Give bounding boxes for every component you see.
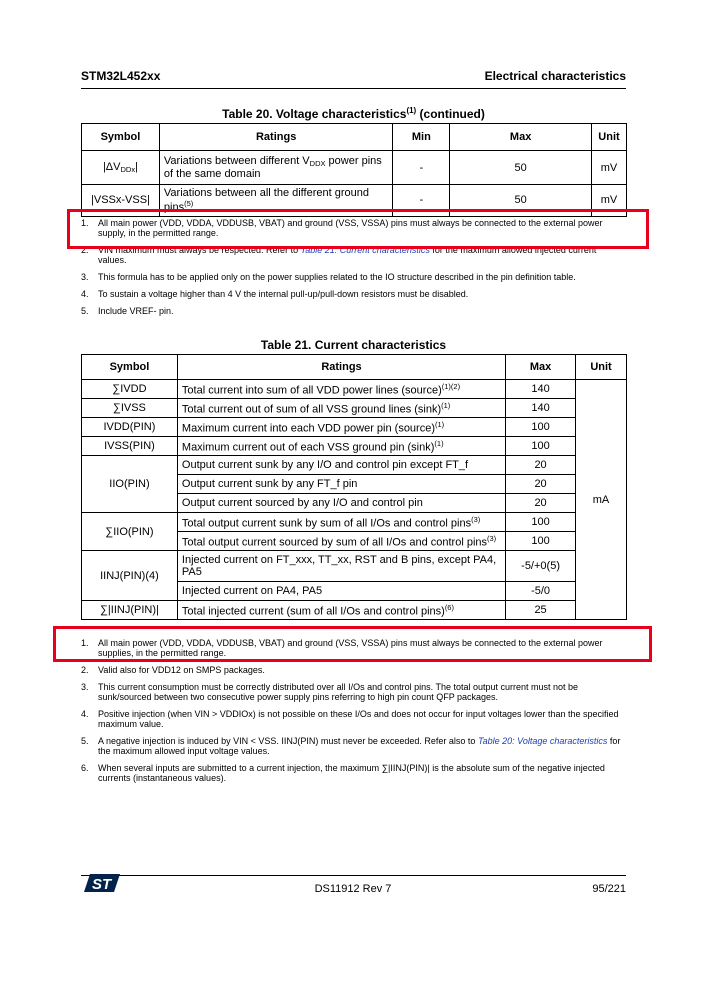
ratings-cell: Maximum current out of each VSS ground pin $(\sin k)^{(1)}$: [177, 437, 505, 456]
table21-col-ratings: Ratings: [177, 355, 505, 380]
list-item: 2. VIN maximum must always be respected. Refer to Table 21: Current characteristics for the maximum allowed injected current values.: [81, 245, 597, 265]
table20-min-cell: -: [393, 185, 450, 217]
list-item: 3. This current consumption must be correctly distributed over all I/Os and control pins. The total output current must not be sunk/sourced between two consecutive power supply pins referring to high pin count QFP packages.: [81, 682, 579, 702]
table-row: [82, 456, 627, 475]
symbol-cell: ∑|IINJ(PIN)|: [82, 601, 178, 620]
table-row: [82, 551, 627, 582]
max-cell: 140: [506, 380, 576, 399]
ratings-cell: Injected current on FT_xxx, TT_xx, RST and B pins, except PA4, PA5: [177, 551, 505, 582]
table-row: [82, 513, 627, 532]
header-rule: [81, 88, 626, 89]
table20-unit-cell: mV: [591, 151, 626, 185]
ratings-cell: Total output current sunk by sum of all I/Os and control pins$^{(3)}$: [177, 513, 505, 532]
svg-text:ST: ST: [92, 876, 112, 893]
table20-unit-cell: mV: [591, 185, 626, 217]
table20-header-row: [82, 124, 627, 151]
list-item: 4. To sustain a voltage higher than 4 V the internal pull-up/pull-down resistors must be disabled.: [81, 289, 469, 299]
table20-ratings-cell: Variations between different $V_{DDX}$ power pins of the same domain: [159, 151, 392, 185]
table21-caption: Table 21. Current characteristics: [260, 338, 447, 352]
list-item: 5. Include VREF- pin.: [81, 306, 174, 316]
table-row: [82, 418, 627, 437]
max-cell: 20: [506, 456, 576, 475]
table20-min-cell: -: [393, 151, 450, 185]
ratings-cell: Maximum current into each VDD power pin (source)$^{(1)}$: [177, 418, 505, 437]
symbol-cell: ∑IVSS: [82, 399, 178, 418]
symbol-cell: IIO(PIN): [82, 456, 178, 513]
max-cell: 100: [506, 437, 576, 456]
table-row: [82, 399, 627, 418]
table-row: [82, 601, 627, 620]
max-cell: 140: [506, 399, 576, 418]
table21: [81, 354, 627, 620]
footer-page-number: 95/221: [592, 883, 626, 895]
max-cell: 20: [506, 475, 576, 494]
highlight-box-note1-table21: [53, 626, 652, 662]
header-section: Electrical characteristics: [484, 69, 626, 83]
table20-symbol-cell: $|\Delta V_{DDx}|$: [82, 151, 160, 185]
list-item: 2. Valid also for VDD12 on SMPS packages.: [81, 665, 265, 675]
list-item: 1. All main power (VDD, VDDA, VDDUSB, VBAT) and ground (VSS, VSSA) pins must always be connected to the external power supplies, in the permitted range.: [81, 638, 603, 658]
max-cell: 100: [506, 532, 576, 551]
ratings-cell: Total current out of sum of all VSS ground lines $(\sin k)^{(1)}$: [177, 399, 505, 418]
footer-rule: [81, 875, 626, 876]
table20-caption: Table 20. Voltage characteristics$^{(1)}$ (continued): [222, 106, 485, 121]
unit-cell: mA: [576, 380, 627, 620]
ratings-cell: Output current sunk by any FT_f pin: [177, 475, 505, 494]
table21-col-unit: Unit: [576, 355, 627, 380]
table21-header-row: [82, 355, 627, 380]
list-item: 5. A negative injection is induced by VIN < VSS. IINJ(PIN) must never be exceeded. Refer also to Table 20: Voltage characteristics for the maximum allowed input voltage values.: [81, 736, 621, 756]
footer-doc-id: DS11912 Rev 7: [314, 883, 392, 895]
list-item: 3. This formula has to be applied only on the power supplies related to the IO structure described in the pin definition table.: [81, 272, 576, 282]
max-cell: 20: [506, 494, 576, 513]
max-cell: -5/+0(5): [506, 551, 576, 582]
table20-max-cell: 50: [450, 151, 592, 185]
ratings-cell: Total injected current (sum of all I/Os and control pins)$^{(6)}$: [177, 601, 505, 620]
symbol-cell: ∑IVDD: [82, 380, 178, 399]
table20-ratings-cell: Variations between all the different ground pins$^{(5)}$: [159, 185, 392, 217]
table20-col-max: Max: [450, 124, 592, 151]
ratings-cell: Total output current sourced by sum of all I/Os and control pins$^{(3)}$: [177, 532, 505, 551]
max-cell: 25: [506, 601, 576, 620]
table-row: [82, 437, 627, 456]
list-item: 1. All main power (VDD, VDDA, VDDUSB, VBAT) and ground (VSS, VSSA) pins must always be connected to the external power supply, in the permitted range.: [81, 218, 603, 238]
table21-link[interactable]: Table 21: Current characteristics: [300, 245, 430, 255]
symbol-cell: IVSS(PIN): [82, 437, 178, 456]
list-item: 6. When several inputs are submitted to a current injection, the maximum ∑|IINJ(PIN)| is the absolute sum of the negative injected currents (instantaneous values).: [81, 763, 605, 783]
ratings-cell: Injected current on PA4, PA5: [177, 582, 505, 601]
table20-col-ratings: Ratings: [159, 124, 392, 151]
table20-col-symbol: Symbol: [82, 124, 160, 151]
table21-col-symbol: Symbol: [82, 355, 178, 380]
table-row: [82, 380, 627, 399]
table20-symbol-cell: |VSSx-VSS|: [82, 185, 160, 217]
table20-link[interactable]: Table 20: Voltage characteristics: [477, 736, 608, 746]
table20-col-unit: Unit: [591, 124, 626, 151]
max-cell: 100: [506, 418, 576, 437]
max-cell: -5/0: [506, 582, 576, 601]
table20-col-min: Min: [393, 124, 450, 151]
ratings-cell: Total current into sum of all VDD power lines (source)$^{(1)(2)}$: [177, 380, 505, 399]
table-row: [82, 151, 627, 185]
symbol-cell: IVDD(PIN): [82, 418, 178, 437]
table20-max-cell: 50: [450, 185, 592, 217]
table20: [81, 123, 627, 217]
header-product: STM32L452xx: [81, 69, 161, 83]
table21-col-max: Max: [506, 355, 576, 380]
symbol-cell: IINJ(PIN)(4): [82, 551, 178, 601]
symbol-cell: ∑IIO(PIN): [82, 513, 178, 551]
list-item: 4. Positive injection (when VIN > VDDIOx) is not possible on these I/Os and does not occur for input voltages lower than the specified maximum value.: [81, 709, 619, 729]
ratings-cell: Output current sunk by any I/O and control pin except FT_f: [177, 456, 505, 475]
max-cell: 100: [506, 513, 576, 532]
ratings-cell: Output current sourced by any I/O and control pin: [177, 494, 505, 513]
highlight-box-note1-table20: [67, 209, 649, 249]
